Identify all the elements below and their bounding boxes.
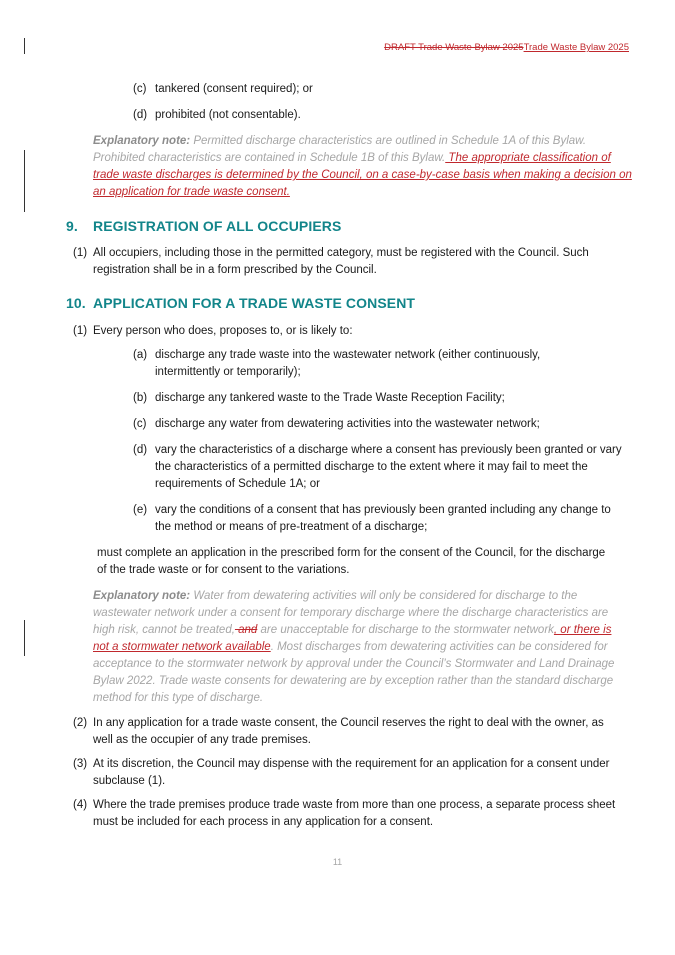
note-text: Permitted discharge characteristics are outlined in Schedule 1A of this Bylaw. [193, 135, 587, 147]
change-bar-note1 [24, 150, 25, 212]
note-text: Bylaw 2022. Trade waste consents for dewatering are by exception rather than the standard discharge [93, 675, 614, 687]
paragraph-text: of the trade waste or for consent to the variations. [97, 564, 350, 576]
clause-text: In any application for a trade waste consent, the Council reserves the right to deal with the owner, as [93, 717, 604, 729]
item-text: discharge any trade waste into the wastewater network (either continuously, [155, 349, 541, 361]
note-text: Prohibited characteristics are contained in Schedule 1B of this Bylaw. [93, 152, 446, 164]
explanatory-note [93, 588, 653, 707]
section-number: 9. [66, 218, 78, 234]
note-inserted-text: , or there is [553, 624, 612, 636]
item-text: tankered (consent required); or [155, 83, 313, 95]
item-text: prohibited (not consentable). [155, 109, 301, 121]
note-text: wastewater network under a consent for temporary discharge where the discharge characteristics are [93, 607, 609, 619]
section-title: APPLICATION FOR A TRADE WASTE CONSENT [93, 295, 416, 311]
section-number: 10. [66, 295, 86, 311]
note-text: Water from dewatering activities will only be considered for discharge to the [193, 590, 578, 602]
note-lead: Explanatory note: [93, 590, 191, 602]
note-text: method for this type of discharge. [93, 692, 264, 704]
clause-text: subclause (1). [93, 775, 166, 787]
item-text: discharge any tankered waste to the Trade Waste Reception Facility; [155, 392, 505, 404]
section-title: REGISTRATION OF ALL OCCUPIERS [93, 218, 342, 234]
clause-text: At its discretion, the Council may dispense with the requirement for an application for a consent under [93, 758, 610, 770]
item-text: vary the characteristics of a discharge where a consent has previously been granted or vary [155, 444, 622, 456]
header-deleted-text: DRAFT Trade Waste Bylaw 2025 [384, 42, 524, 53]
item-label: (d) [133, 109, 148, 121]
clause-number: (1) [73, 247, 88, 259]
clause-number: (3) [73, 758, 88, 770]
note-lead: Explanatory note: [93, 135, 191, 147]
clause-number: (1) [73, 325, 88, 337]
item-label: (e) [133, 504, 148, 516]
clause-text: well as the occupier of any trade premises. [93, 734, 311, 746]
clause-text: registration shall be in a form prescribed by the Council. [93, 264, 377, 276]
item-label: (a) [133, 349, 148, 361]
explanatory-note [93, 133, 653, 201]
note-text: high risk, cannot be treated, [93, 624, 235, 636]
note-text: acceptance to the stormwater network by approval under the Council’s Stormwater and Land Drainage [93, 658, 615, 670]
clause-text: Where the trade premises produce trade waste from more than one process, a separate process sheet [93, 799, 616, 811]
item-label: (c) [133, 418, 147, 430]
clause-number: (4) [73, 799, 88, 811]
page-number: 11 [332, 857, 343, 867]
running-header [0, 42, 629, 54]
item-text: the characteristics of a permitted discharge to the extent where it may fail to meet the [155, 461, 588, 473]
item-text: vary the conditions of a consent that has previously been granted including any change to [155, 504, 611, 516]
item-label: (c) [133, 83, 147, 95]
note-inserted-text: not a stormwater network available [93, 641, 271, 653]
item-label: (d) [133, 444, 148, 456]
note-deleted-text: and [234, 624, 258, 636]
change-bar-note2 [24, 620, 25, 656]
item-label: (b) [133, 392, 148, 404]
note-text: are unacceptable for discharge to the stormwater network [257, 624, 554, 636]
clause-text: All occupiers, including those in the permitted category, must be registered with the Council. Such [93, 247, 589, 259]
note-inserted-text: trade waste discharges is determined by the Council, on a case-by-case basis when making a decision on [93, 169, 632, 181]
item-text: intermittently or temporarily); [155, 366, 301, 378]
header-inserted-text: Trade Waste Bylaw 2025 [523, 42, 629, 53]
item-text: discharge any water from dewatering activities into the wastewater network; [155, 418, 540, 430]
clause-text: Every person who does, proposes to, or is likely to: [93, 325, 353, 337]
item-text: the method or means of pre-treatment of a discharge; [155, 521, 428, 533]
note-text: . Most discharges from dewatering activities can be considered for [270, 641, 608, 653]
clause-text: must be included for each process in any application for a consent. [93, 816, 434, 828]
item-text: requirements of Schedule 1A; or [155, 478, 320, 490]
paragraph-text: must complete an application in the prescribed form for the consent of the Council, for the discharge [97, 547, 606, 559]
note-inserted-text: The appropriate classification of [445, 152, 611, 164]
note-inserted-text: an application for trade waste consent. [93, 186, 290, 198]
clause-number: (2) [73, 717, 88, 729]
paragraph [97, 545, 605, 579]
